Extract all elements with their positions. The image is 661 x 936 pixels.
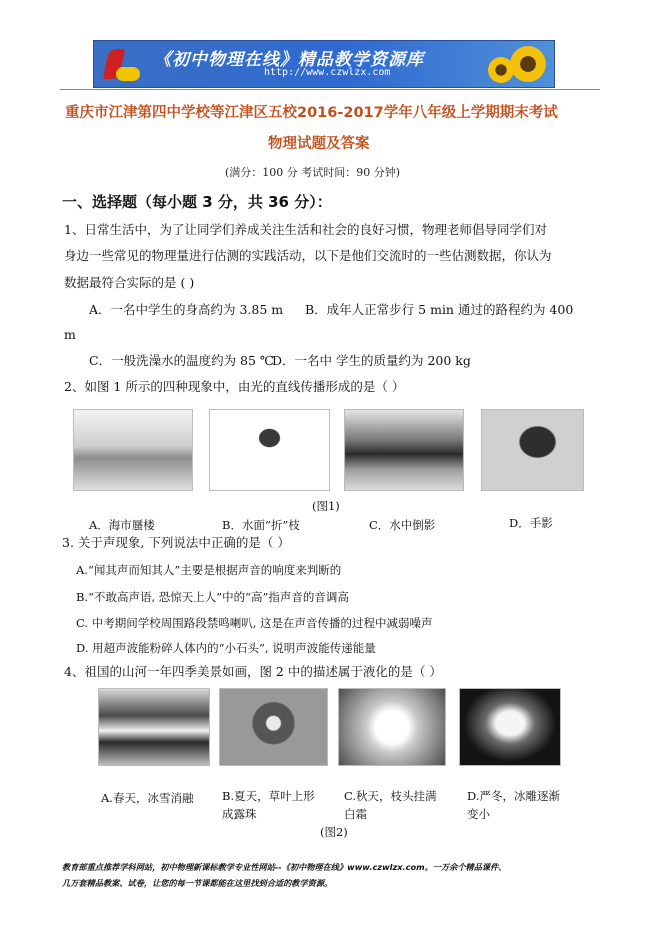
- q4-label-b-line2: 成露珠: [222, 807, 257, 821]
- q2-label-d: D．手影: [509, 516, 553, 530]
- banner-title: 《初中物理在线》精品教学资源库: [154, 50, 424, 70]
- reflection-photo: [344, 409, 464, 491]
- q1-option-c: C．一般洗澡水的温度约为 85 ℃: [89, 353, 274, 368]
- q3-option-c: C. 中考期间学校周围路段禁鸣喇叭, 这是在声音传播的过程中减弱噪声: [76, 616, 433, 630]
- exam-meta: (满分：100 分 考试时间：90 分钟): [225, 166, 401, 179]
- q1-stem-line1: 1、日常生活中，为了让同学们养成关注生活和社会的良好习惯，物理老师倡导同学们对: [64, 222, 547, 237]
- header-divider: [60, 89, 600, 90]
- q2-label-b: B．水面“折”枝: [222, 518, 300, 532]
- q4-stem: 4、祖国的山河一年四季美景如画，图 2 中的描述属于液化的是（ ）: [64, 664, 442, 679]
- q2-label-a: A．海市蜃楼: [89, 518, 155, 532]
- ice-sculpture-photo: [459, 688, 561, 766]
- figure-2-caption: (图2): [320, 825, 348, 839]
- document-subtitle: 物理试题及答案: [268, 136, 370, 152]
- q1-option-d: D．一名中 学生的质量约为 200 kg: [272, 353, 471, 368]
- logo-accent-icon: [116, 67, 140, 81]
- sunflower-icon: [510, 46, 546, 82]
- frost-on-branch-photo: [338, 688, 446, 766]
- flower-in-water-photo: [209, 409, 330, 491]
- footer-line1: 教育部重点推荐学科网站，初中物理新课标教学专业性网站--《初中物理在线》www.czwlzx.com。一万余个精品课件、: [62, 862, 507, 872]
- q1-option-b: B．成年人正常步行 5 min 通过的路程约为 400: [305, 302, 574, 317]
- section-heading: 一、选择题（每小题 3 分，共 36 分）：: [62, 193, 332, 211]
- q3-option-a: A.“闻其声而知其人”主要是根据声音的响度来判断的: [76, 563, 342, 577]
- q4-label-c-line2: 白霜: [344, 807, 367, 821]
- q2-label-c: C．水中倒影: [369, 518, 436, 532]
- snow-melting-photo: [98, 688, 210, 766]
- q2-stem: 2、如图 1 所示的四种现象中，由光的直线传播形成的是（ ）: [64, 379, 405, 394]
- q4-label-c-line1: C.秋天，枝头挂满: [344, 789, 437, 803]
- q1-option-b-continued: m: [64, 327, 76, 342]
- q4-label-a: A.春天，冰雪消融: [101, 791, 194, 805]
- q3-stem: 3. 关于声现象, 下列说法中正确的是（ ）: [62, 535, 290, 550]
- q1-stem-line3: 数据最符合实际的是 ( ): [64, 275, 195, 290]
- q1-option-a: A．一名中学生的身高约为 3.85 m: [89, 302, 284, 317]
- document-title: 重庆市江津第四中学校等江津区五校2016-2017学年八年级上学期期末考试: [65, 105, 558, 121]
- q4-label-b-line1: B.夏天，草叶上形: [222, 789, 315, 803]
- dew-on-grass-photo: [219, 688, 328, 766]
- banner-url[interactable]: http://www.czwlzx.com: [264, 67, 391, 78]
- q3-option-d: D. 用超声波能粉碎人体内的“小石头”, 说明声波能传递能量: [76, 641, 376, 655]
- q3-option-b: B.“不敢高声语, 恐惊天上人”中的“高”指声音的音调高: [76, 590, 349, 604]
- header-banner: [93, 40, 555, 88]
- figure-1-caption: (图1): [312, 499, 340, 513]
- footer-line2: 几万套精品教案、试卷，让您的每一节课都能在这里找到合适的教学资源。: [62, 878, 333, 888]
- hand-shadow-photo: [481, 409, 584, 491]
- q1-stem-line2: 身边一些常见的物理量进行估测的实践活动，以下是他们交流时的一些估测数据，你认为: [64, 248, 552, 263]
- q4-label-d-line1: D.严冬，冰雕逐渐: [467, 789, 560, 803]
- mirage-photo: [73, 409, 193, 491]
- q4-label-d-line2: 变小: [467, 807, 490, 821]
